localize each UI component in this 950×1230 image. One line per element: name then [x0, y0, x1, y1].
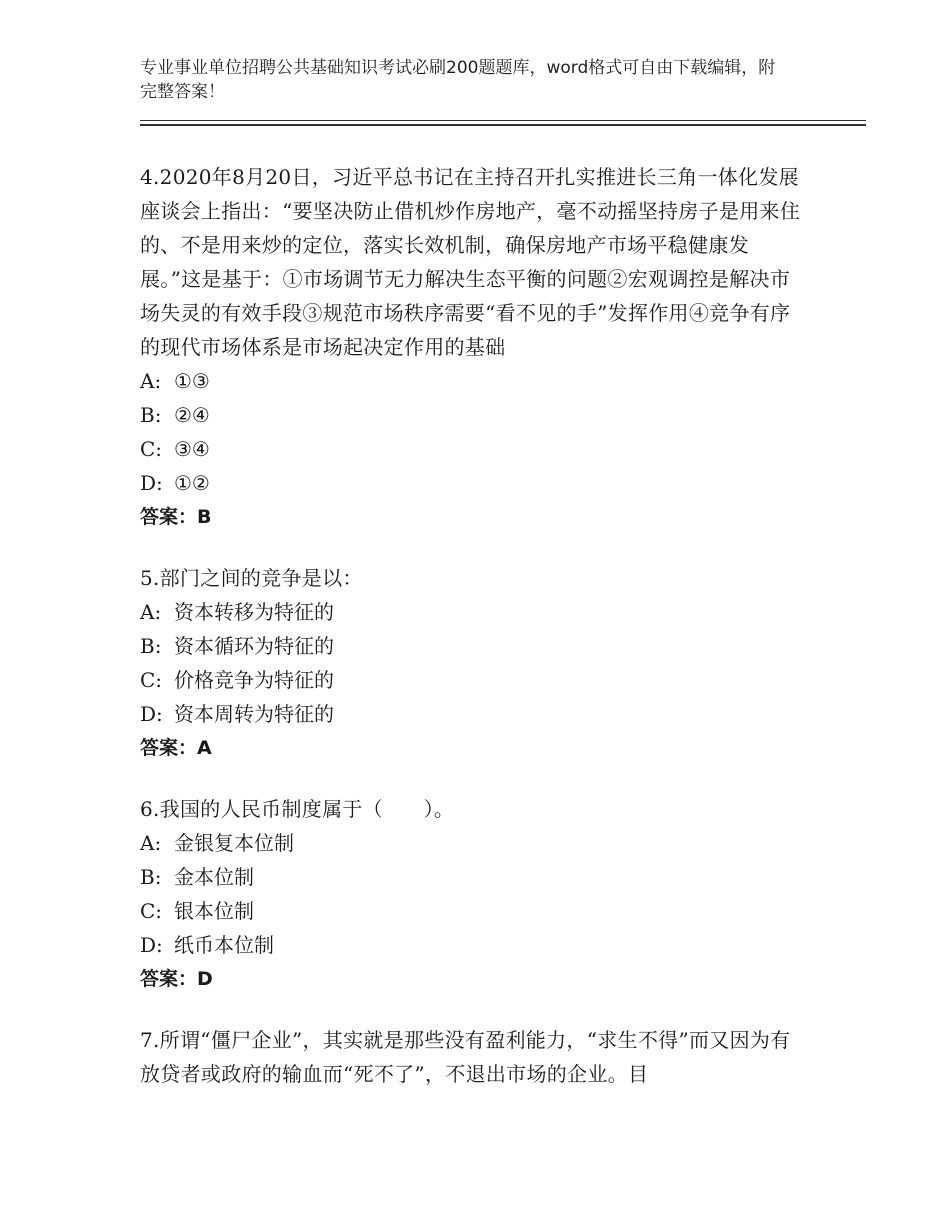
option-a — [140, 595, 810, 629]
option-d — [140, 928, 810, 962]
question-6 — [140, 792, 810, 996]
header-divider-thick — [140, 124, 866, 126]
header-divider-thin — [140, 120, 866, 121]
option-a — [140, 826, 810, 860]
answer-label: 答案：D — [140, 968, 213, 990]
option-c — [140, 894, 810, 928]
question-text: 4.2020年8月20日，习近平总书记在主持召开扎实推进长三角一体化发展座谈会上指出：“要坚决防止借机炒作房地产，毫不动摇坚持房子是用来住的、不是用来炒的定位，落实长效机制，确保房地产市场平稳健康发展。”这是基于：①市场调节无力解决生态平衡的问题②宏观调控是解决市场失灵的有效手段③规范市场秩序需要“看不见的手”发挥作用④竞争有序的现代市场体系是市场起决定作用的基础 — [140, 165, 801, 359]
option-text: 金银复本位制 — [174, 831, 294, 855]
option-letter: B: — [140, 634, 162, 658]
option-letter: D: — [140, 933, 163, 957]
option-letter: A: — [140, 600, 162, 624]
question-7 — [140, 1023, 810, 1091]
question-list — [140, 160, 810, 1118]
option-text: 纸币本位制 — [174, 933, 274, 957]
option-text: 银本位制 — [174, 899, 254, 923]
option-d — [140, 466, 810, 500]
option-letter: C: — [140, 668, 163, 692]
option-letter: C: — [140, 437, 163, 461]
option-text: 价格竞争为特征的 — [174, 668, 334, 692]
question-text: 7.所谓“僵尸企业”，其实就是那些没有盈利能力，“求生不得”而又因为有放贷者或政府的输血而“死不了”，不退出市场的企业。目 — [140, 1028, 791, 1086]
option-letter: C: — [140, 899, 163, 923]
answer-label: 答案：A — [140, 737, 212, 759]
option-c — [140, 663, 810, 697]
option-b — [140, 860, 810, 894]
option-text: ①② — [174, 471, 210, 495]
answer-label: 答案：B — [140, 506, 212, 528]
option-letter: A: — [140, 831, 162, 855]
option-text: 资本转移为特征的 — [174, 600, 334, 624]
header-title: 专业事业单位招聘公共基础知识考试必刷200题题库，word格式可自由下载编辑，附完整答案！ — [140, 58, 776, 102]
option-text: ③④ — [174, 437, 210, 461]
option-text: ②④ — [174, 403, 210, 427]
option-letter: A: — [140, 369, 162, 393]
question-4 — [140, 160, 810, 534]
option-letter: D: — [140, 471, 163, 495]
option-text: ①③ — [174, 369, 210, 393]
question-text: 6.我国的人民币制度属于（ ）。 — [140, 797, 455, 821]
document-header — [140, 56, 790, 104]
question-5 — [140, 561, 810, 765]
option-d — [140, 697, 810, 731]
option-b — [140, 398, 810, 432]
option-letter: D: — [140, 702, 163, 726]
option-text: 资本循环为特征的 — [174, 634, 334, 658]
question-text: 5.部门之间的竞争是以： — [140, 566, 363, 590]
option-text: 金本位制 — [174, 865, 254, 889]
option-text: 资本周转为特征的 — [174, 702, 334, 726]
option-b — [140, 629, 810, 663]
option-c — [140, 432, 810, 466]
option-a — [140, 364, 810, 398]
option-letter: B: — [140, 865, 162, 889]
option-letter: B: — [140, 403, 162, 427]
